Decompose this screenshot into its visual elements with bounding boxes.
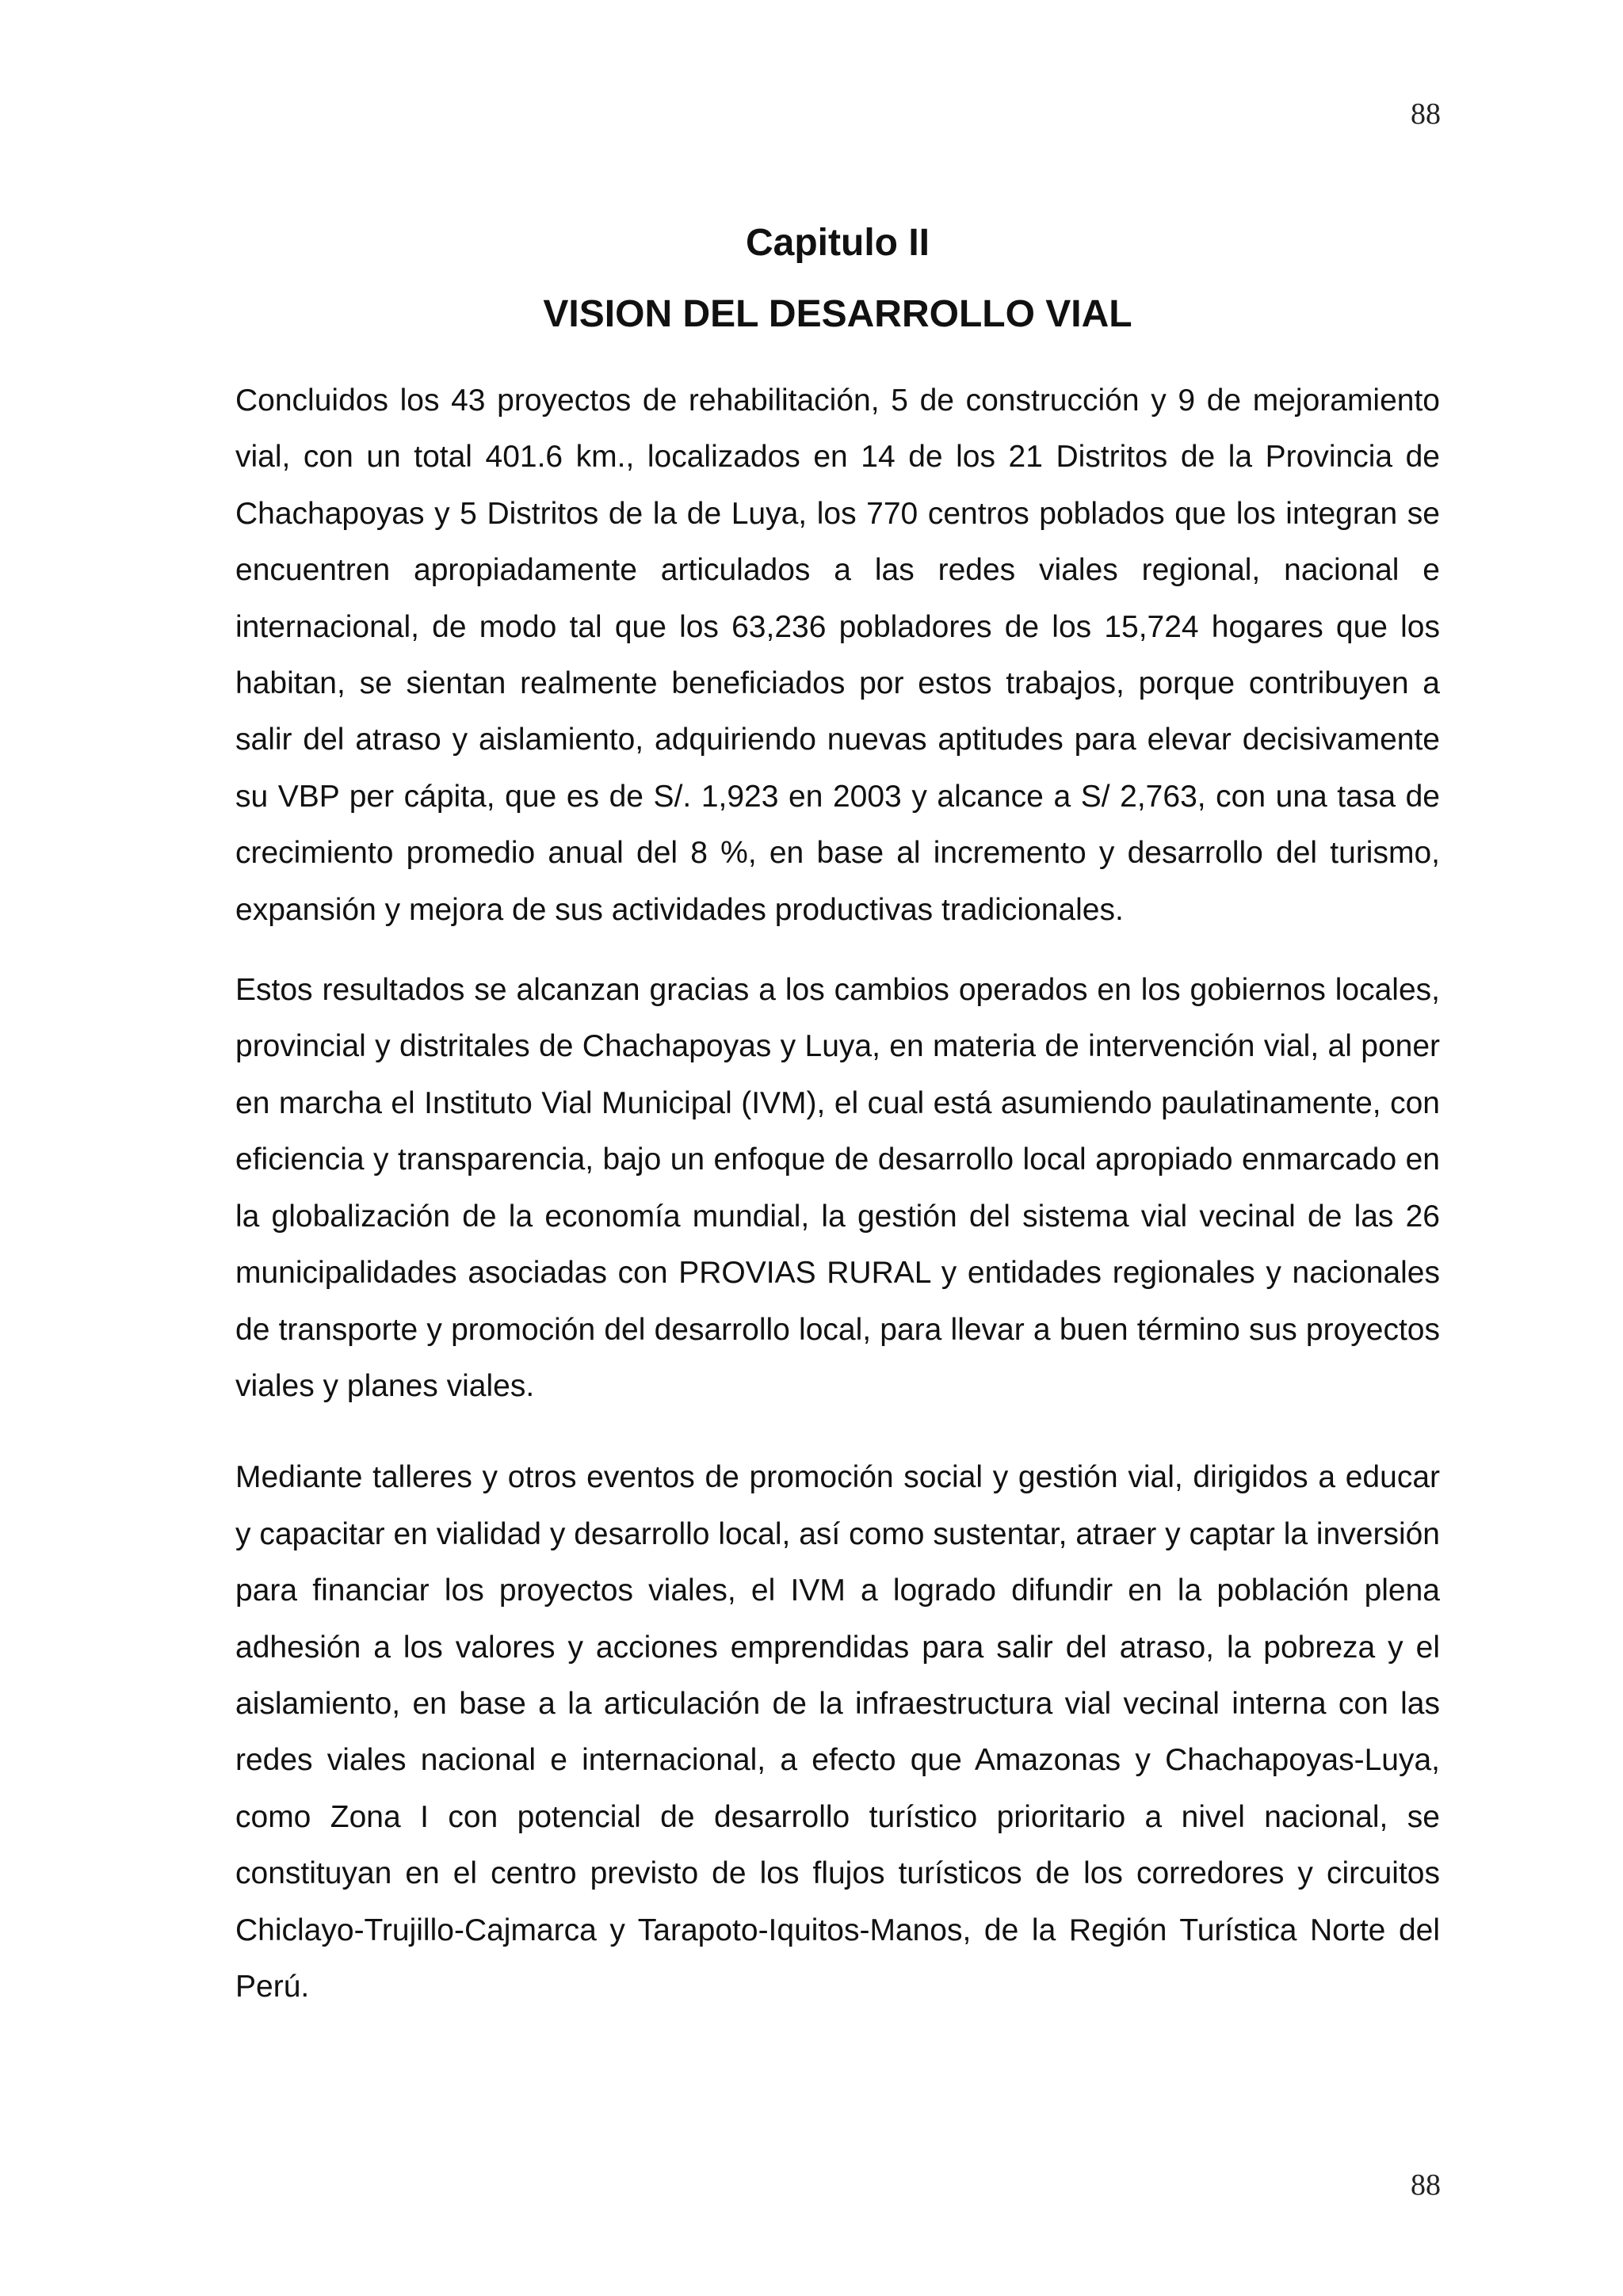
body-text [235, 372, 1440, 2015]
paragraph-2: Estos resultados se alcanzan gracias a los cambios operados en los gobiernos locales, provincial y distritales de Chachapoyas y Luya, en materia de intervención vial, al poner en marcha el Instituto Vial Municipal (IVM), el cual está asumiendo paulatinamente, con eficiencia y transparencia, bajo un enfoque de desarrollo local apropiado enmarcado en la globalización de la economía mundial, la gestión del sistema vial vecinal de las 26 municipalidades asociadas con PROVIAS RURAL y entidades regionales y nacionales de transporte y promoción del desarrollo local, para llevar a buen término sus proyectos viales y planes viales. [235, 973, 1440, 1403]
chapter-title: VISION DEL DESARROLLO VIAL [543, 293, 1132, 335]
paragraph-3: Mediante talleres y otros eventos de promoción social y gestión vial, dirigidos a educar y capacitar en vialidad y desarrollo local, así como sustentar, atraer y captar la inversión para financiar los proyectos viales, el IVM a logrado difundir en la población plena adhesión a los valores y acciones emprendidas para salir del atraso, la pobreza y el aislamiento, en base a la articulación de la infraestructura vial vecinal interna con las redes viales nacional e internacional, a efecto que Amazonas y Chachapoyas-Luya, como Zona I con potencial de desarrollo turístico prioritario a nivel nacional, se constituyan en el centro previsto de los flujos turísticos de los corredores y circuitos Chiclayo-Trujillo-Cajmarca y Tarapoto-Iquitos-Manos, de la Región Turística Norte del Perú. [235, 1460, 1440, 2004]
page-number-bottom: 88 [1411, 2168, 1441, 2202]
paragraph-1: Concluidos los 43 proyectos de rehabilitación, 5 de construcción y 9 de mejoramiento vial, con un total 401.6 km., localizados en 14 de los 21 Distritos de la Provincia de Chachapoyas y 5 Distritos de la de Luya, los 770 centros poblados que los integran se encuentren apropiadamente articulados a las redes viales regional, nacional e internacional, de modo tal que los 63,236 pobladores de los 15,724 hogares que los habitan, se sientan realmente beneficiados por estos trabajos, porque contribuyen a salir del atraso y aislamiento, adquiriendo nuevas aptitudes para elevar decisivamente su VBP per cápita, que es de S/. 1,923 en 2003 y alcance a S/ 2,763, con una tasa de crecimiento promedio anual del 8 %, en base al incremento y desarrollo del turismo, expansión y mejora de sus actividades productivas tradicionales. [235, 383, 1440, 927]
page-number-top: 88 [1411, 97, 1441, 131]
chapter-label: Capitulo II [746, 222, 930, 264]
chapter-header [235, 208, 1440, 350]
